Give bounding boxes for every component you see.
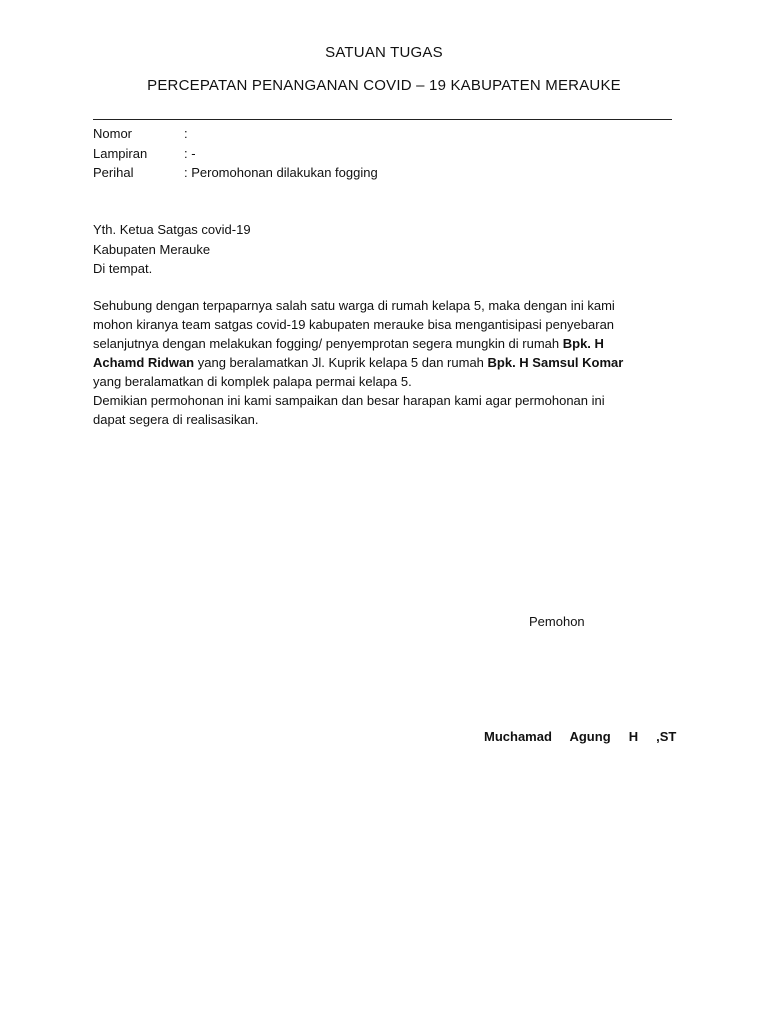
body-line: [93, 391, 673, 410]
address-line: Yth. Ketua Satgas covid-19: [93, 222, 251, 237]
letter-subtitle: PERCEPATAN PENANGANAN COVID – 19 KABUPATEN MERAUKE: [147, 77, 621, 94]
letter-body: [93, 296, 673, 429]
body-text: dapat segera di realisasikan.: [93, 412, 259, 427]
body-text: selanjutnya dengan melakukan fogging/ penyemprotan segera mungkin di rumah: [93, 336, 563, 351]
signer-name: Muchamad Agung H ,ST: [484, 729, 677, 744]
address-line: Kabupaten Merauke: [93, 241, 211, 257]
body-text: yang beralamatkan di komplek palapa permai kelapa 5.: [93, 374, 412, 389]
meta-value: : Peromohonan dilakukan fogging: [184, 165, 378, 180]
body-line: [93, 315, 673, 334]
body-line: [93, 353, 673, 372]
meta-row-lampiran: [93, 144, 378, 164]
body-line: [93, 296, 673, 315]
body-bold-text: Bpk. H Samsul Komar: [487, 355, 624, 370]
meta-value: : -: [184, 145, 196, 161]
meta-value: :: [184, 126, 188, 141]
meta-row-perihal: [93, 163, 378, 183]
letter-title: SATUAN TUGAS: [325, 44, 443, 61]
letter-meta: [93, 124, 378, 183]
body-line: [93, 372, 673, 391]
meta-label: Lampiran: [93, 145, 148, 161]
meta-row-nomor: [93, 124, 378, 144]
meta-label: Nomor: [93, 126, 133, 141]
body-line: [93, 334, 673, 353]
body-text: yang beralamatkan Jl. Kuprik kelapa 5 dan rumah: [194, 355, 488, 370]
body-bold-text: Bpk. H: [562, 336, 604, 351]
recipient-address: [93, 220, 251, 279]
body-bold-text: Achamd Ridwan: [93, 355, 195, 370]
meta-label: Perihal: [93, 165, 134, 180]
address-line: Di tempat.: [93, 261, 153, 276]
header-divider: [93, 119, 672, 120]
body-text: Demikian permohonan ini kami sampaikan dan besar harapan kami agar permohonan ini: [93, 393, 605, 408]
body-text: Sehubung dengan terpaparnya salah satu warga di rumah kelapa 5, maka dengan ini kami: [93, 298, 615, 313]
signature-label: Pemohon: [529, 614, 585, 629]
body-text: mohon kiranya team satgas covid-19 kabupaten merauke bisa mengantisipasi penyebaran: [93, 317, 615, 332]
body-line: [93, 410, 673, 429]
